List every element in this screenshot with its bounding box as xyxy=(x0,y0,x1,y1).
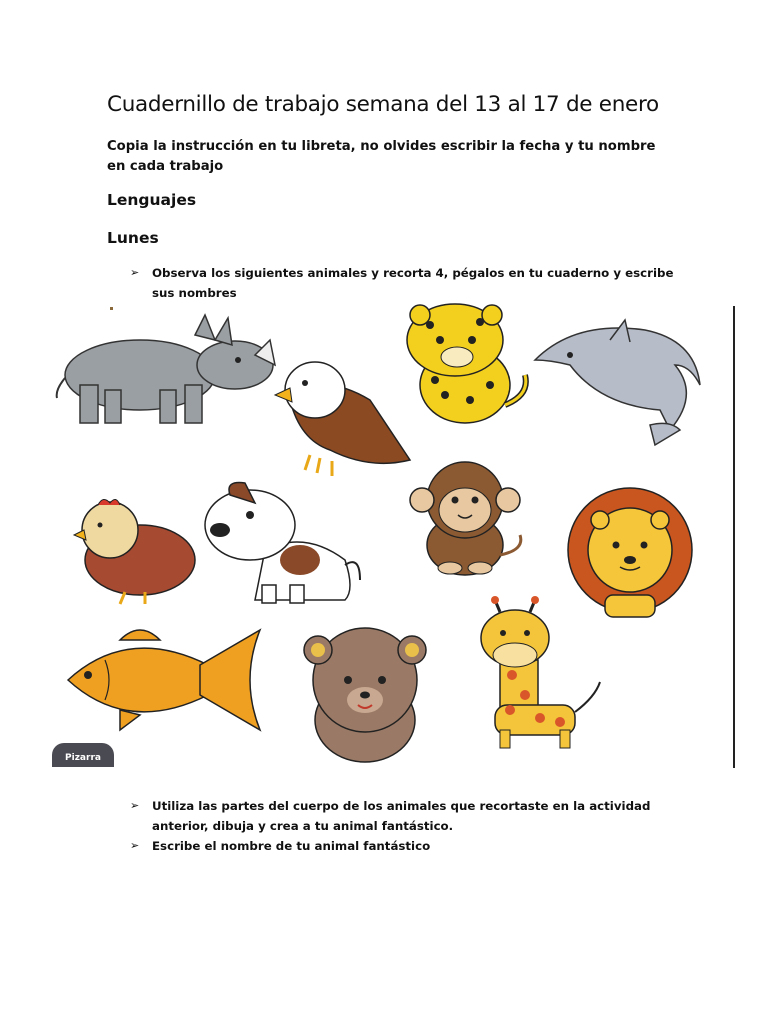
bullet-item xyxy=(130,796,690,836)
bullet-text: Utiliza las partes del cuerpo de los animales que recortaste en la actividad anterior, dibuja y crea a tu animal fantástico. xyxy=(152,799,651,833)
instruction-text: Copia la instrucción en tu libreta, no olvides escribir la fecha y tu nombre en cada trabajo xyxy=(107,139,656,174)
bullet-item xyxy=(130,836,690,856)
cheetah-icon xyxy=(407,304,526,423)
dog-icon xyxy=(205,483,360,604)
lion-icon xyxy=(568,488,692,617)
eagle-icon xyxy=(275,362,410,476)
page-title: Cuadernillo de trabajo semana del 13 al 17 de enero xyxy=(107,92,659,117)
bullet-text: Observa los siguientes animales y recorta 4, pégalos en tu cuaderno y escribe sus nombres xyxy=(152,266,674,300)
arrow-bullet-icon: ➢ xyxy=(130,799,140,812)
dolphin-icon xyxy=(535,320,700,445)
arrow-bullet-icon: ➢ xyxy=(130,266,140,279)
bullet-text: Escribe el nombre de tu animal fantástico xyxy=(152,839,431,853)
bullet-list-bottom xyxy=(130,796,690,856)
section-heading: Lenguajes xyxy=(107,191,197,209)
rhino-icon xyxy=(57,315,275,423)
giraffe-icon xyxy=(481,596,600,748)
pizarra-watermark-logo: Pizarra xyxy=(52,743,114,767)
bear-icon xyxy=(304,628,426,762)
hen-icon xyxy=(74,499,195,604)
fish-icon xyxy=(68,630,260,730)
monkey-icon xyxy=(410,462,521,575)
day-heading: Lunes xyxy=(107,229,159,247)
arrow-bullet-icon: ➢ xyxy=(130,839,140,852)
